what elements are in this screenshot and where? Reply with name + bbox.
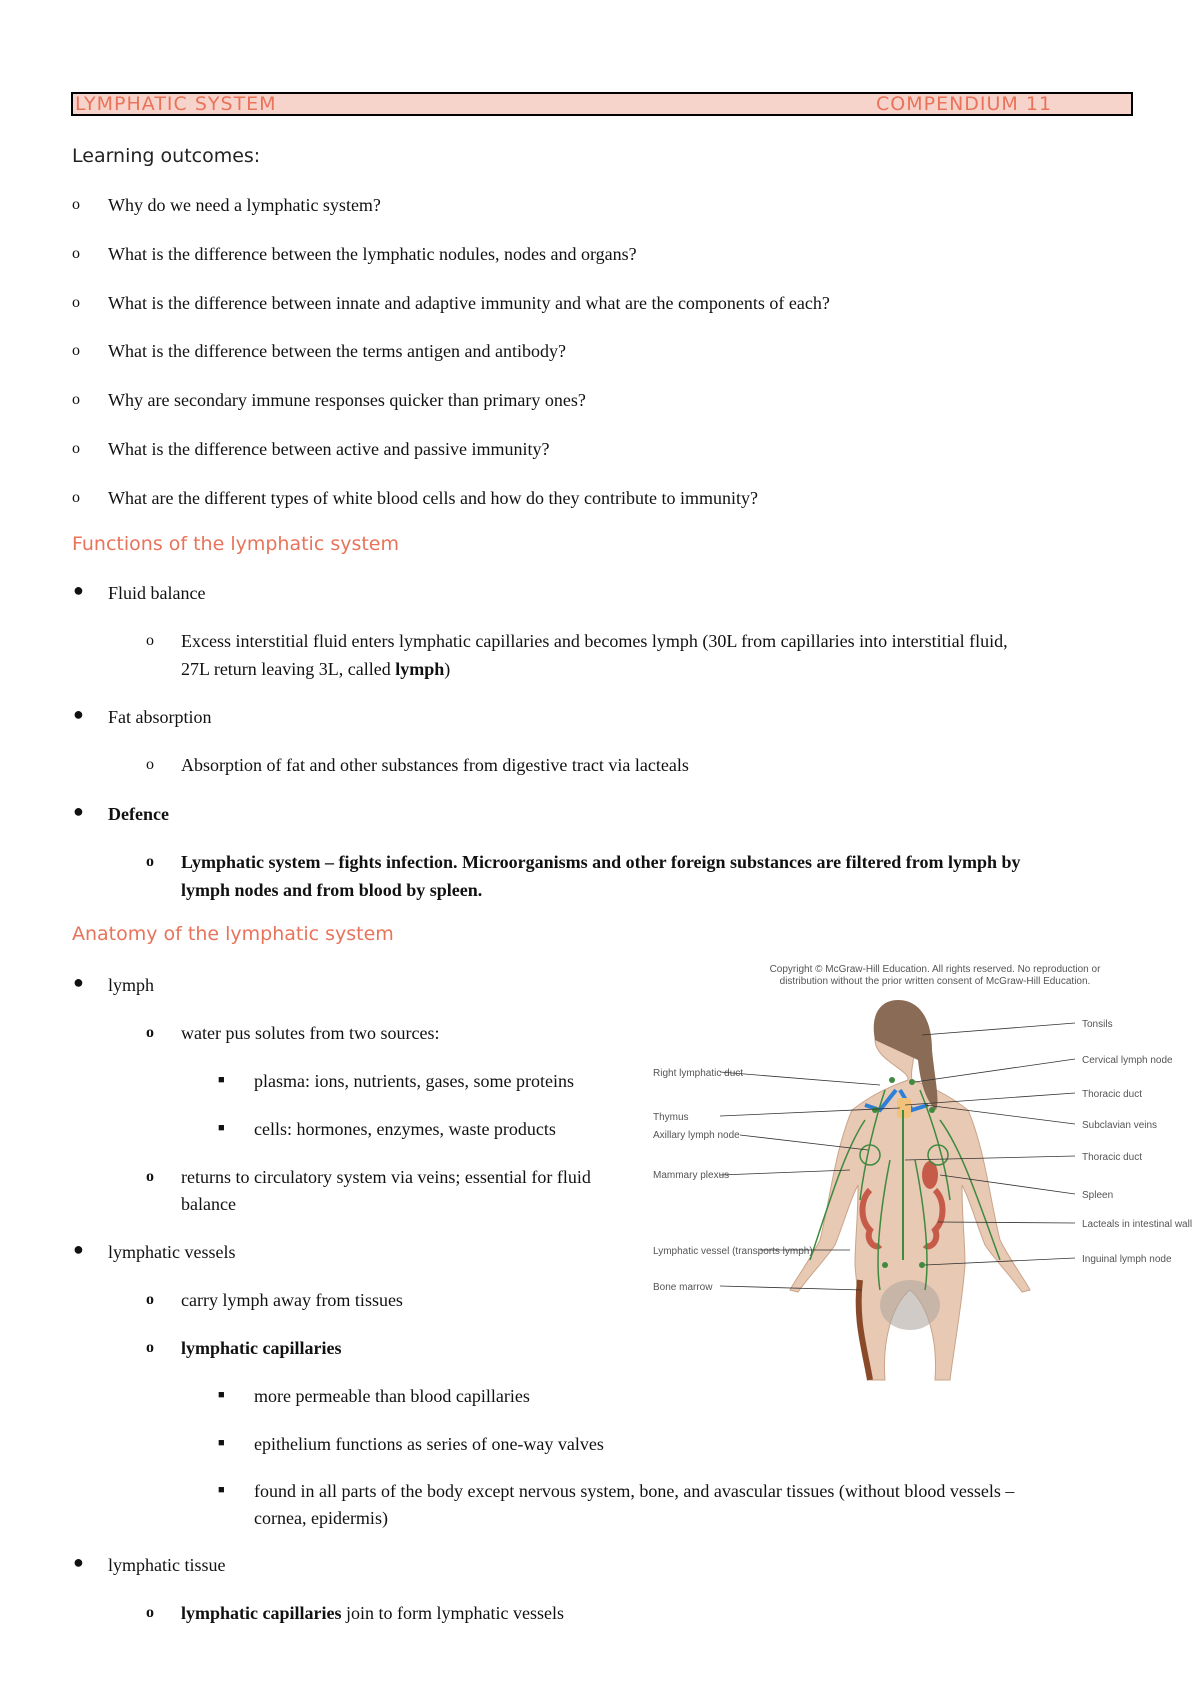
circle-bullet-icon: o: [146, 1339, 154, 1356]
list-item: What is the difference between the lymphatic nodules, nodes and organs?: [108, 244, 637, 264]
circle-bullet-icon: o: [72, 196, 80, 213]
bullet-icon: ●: [73, 580, 84, 600]
label-thoracic-duct-2: Thoracic duct: [1082, 1152, 1143, 1163]
label-mammary-plexus: Mammary plexus: [653, 1170, 730, 1181]
header-title: LYMPHATIC SYSTEM: [75, 93, 277, 115]
circle-bullet-icon: o: [72, 245, 80, 262]
body-illustration: [790, 1000, 1030, 1380]
bullet-icon: ●: [73, 801, 84, 821]
fluid-balance-detail-cont: [181, 656, 450, 683]
vessels-item: lymphatic vessels: [108, 1242, 236, 1262]
list-item: Why do we need a lymphatic system?: [108, 195, 381, 215]
circle-bullet-icon: o: [146, 756, 154, 773]
lymph-sources: water pus solutes from two sources:: [181, 1023, 440, 1043]
document-header: [71, 92, 1133, 116]
permeable-item: more permeable than blood capillaries: [254, 1386, 530, 1406]
square-bullet-icon: ■: [218, 1484, 225, 1496]
header-compendium: COMPENDIUM 11: [876, 93, 1053, 115]
label-right-lymphatic-duct: Right lymphatic duct: [653, 1068, 744, 1079]
join-item: [181, 1600, 564, 1627]
circle-bullet-icon: o: [72, 342, 80, 359]
square-bullet-icon: ■: [218, 1389, 225, 1401]
defence-item: Defence: [108, 804, 169, 824]
circle-bullet-icon: o: [146, 1024, 154, 1041]
figure-right-labels: [1082, 1019, 1192, 1265]
bullet-icon: ●: [73, 1239, 84, 1259]
plasma-item: plasma: ions, nutrients, gases, some proteins: [254, 1071, 574, 1091]
anatomy-heading: Anatomy of the lymphatic system: [72, 923, 394, 945]
circle-bullet-icon: o: [72, 440, 80, 457]
fluid-balance-detail: Excess interstitial fluid enters lymphatic capillaries and becomes lymph (30L from capillaries into interstitial fluid,: [181, 631, 1008, 651]
functions-heading: Functions of the lymphatic system: [72, 533, 400, 555]
label-axillary-lymph-node: Axillary lymph node: [653, 1130, 740, 1141]
list-item: What are the different types of white blood cells and how do they contribute to immunity?: [108, 488, 758, 508]
found-item-cont: cornea, epidermis): [254, 1508, 388, 1528]
lymph-item: lymph: [108, 975, 155, 995]
square-bullet-icon: ■: [218, 1074, 225, 1086]
circle-bullet-icon: o: [72, 391, 80, 408]
circle-bullet-icon: o: [146, 853, 154, 870]
found-item: found in all parts of the body except nervous system, bone, and avascular tissues (without blood vessels –: [254, 1481, 1015, 1501]
list-item: What is the difference between the terms antigen and antibody?: [108, 341, 566, 361]
defence-detail-cont: lymph nodes and from blood by spleen.: [181, 880, 483, 900]
bullet-icon: ●: [73, 972, 84, 992]
circle-bullet-icon: o: [146, 1168, 154, 1185]
list-item: Why are secondary immune responses quicker than primary ones?: [108, 390, 586, 410]
epithelium-item: epithelium functions as series of one-way valves: [254, 1434, 604, 1454]
square-bullet-icon: ■: [218, 1122, 225, 1134]
capillaries-item: lymphatic capillaries: [181, 1338, 342, 1358]
fat-absorption-item: Fat absorption: [108, 707, 212, 727]
defence-detail: Lymphatic system – fights infection. Microorganisms and other foreign substances are filtered from lymph by: [181, 852, 1021, 872]
tissue-item: lymphatic tissue: [108, 1555, 226, 1575]
label-tonsils: Tonsils: [1082, 1019, 1113, 1030]
label-subclavian-veins: Subclavian veins: [1082, 1120, 1158, 1131]
label-inguinal-lymph-node: Inguinal lymph node: [1082, 1254, 1172, 1265]
circle-bullet-icon: o: [146, 632, 154, 649]
circle-bullet-icon: o: [72, 489, 80, 506]
join-bold: lymphatic capillaries: [181, 1603, 342, 1623]
join-rest: join to form lymphatic vessels: [341, 1603, 564, 1623]
list-item: What is the difference between innate and adaptive immunity and what are the components of each?: [108, 293, 830, 313]
label-thymus: Thymus: [653, 1112, 689, 1123]
list-item: What is the difference between active and passive immunity?: [108, 439, 550, 459]
cells-item: cells: hormones, enzymes, waste products: [254, 1119, 556, 1139]
fat-absorption-detail: Absorption of fat and other substances from digestive tract via lacteals: [181, 755, 689, 775]
learning-outcomes-title: Learning outcomes:: [72, 145, 261, 167]
lymph-bold: lymph: [395, 659, 445, 679]
circle-bullet-icon: o: [72, 294, 80, 311]
lymphatic-system-figure: [653, 960, 1193, 1410]
figure-left-labels: [653, 1068, 813, 1293]
label-bone-marrow: Bone marrow: [653, 1282, 713, 1293]
carry-item: carry lymph away from tissues: [181, 1290, 403, 1310]
label-spleen: Spleen: [1082, 1190, 1114, 1201]
bullet-icon: ●: [73, 704, 84, 724]
fluid-balance-item: Fluid balance: [108, 583, 206, 603]
label-cervical-lymph-node: Cervical lymph node: [1082, 1055, 1173, 1066]
figure-copyright-line2: distribution without the prior written consent of McGraw-Hill Education.: [779, 976, 1091, 987]
fluid-end: ): [444, 659, 451, 679]
bullet-icon: ●: [73, 1552, 84, 1572]
square-bullet-icon: ■: [218, 1437, 225, 1449]
circle-bullet-icon: o: [146, 1604, 154, 1621]
label-lymphatic-vessel: Lymphatic vessel (transports lymph): [653, 1246, 813, 1257]
fluid-text: 27L return leaving 3L, called: [181, 659, 396, 679]
label-lacteals: Lacteals in intestinal wall: [1082, 1219, 1193, 1230]
figure-copyright-line1: Copyright © McGraw-Hill Education. All rights reserved. No reproduction or: [769, 964, 1101, 975]
label-thoracic-duct: Thoracic duct: [1082, 1089, 1143, 1100]
returns-item-cont: balance: [181, 1194, 236, 1214]
returns-item: returns to circulatory system via veins; essential for fluid: [181, 1167, 591, 1187]
circle-bullet-icon: o: [146, 1291, 154, 1308]
